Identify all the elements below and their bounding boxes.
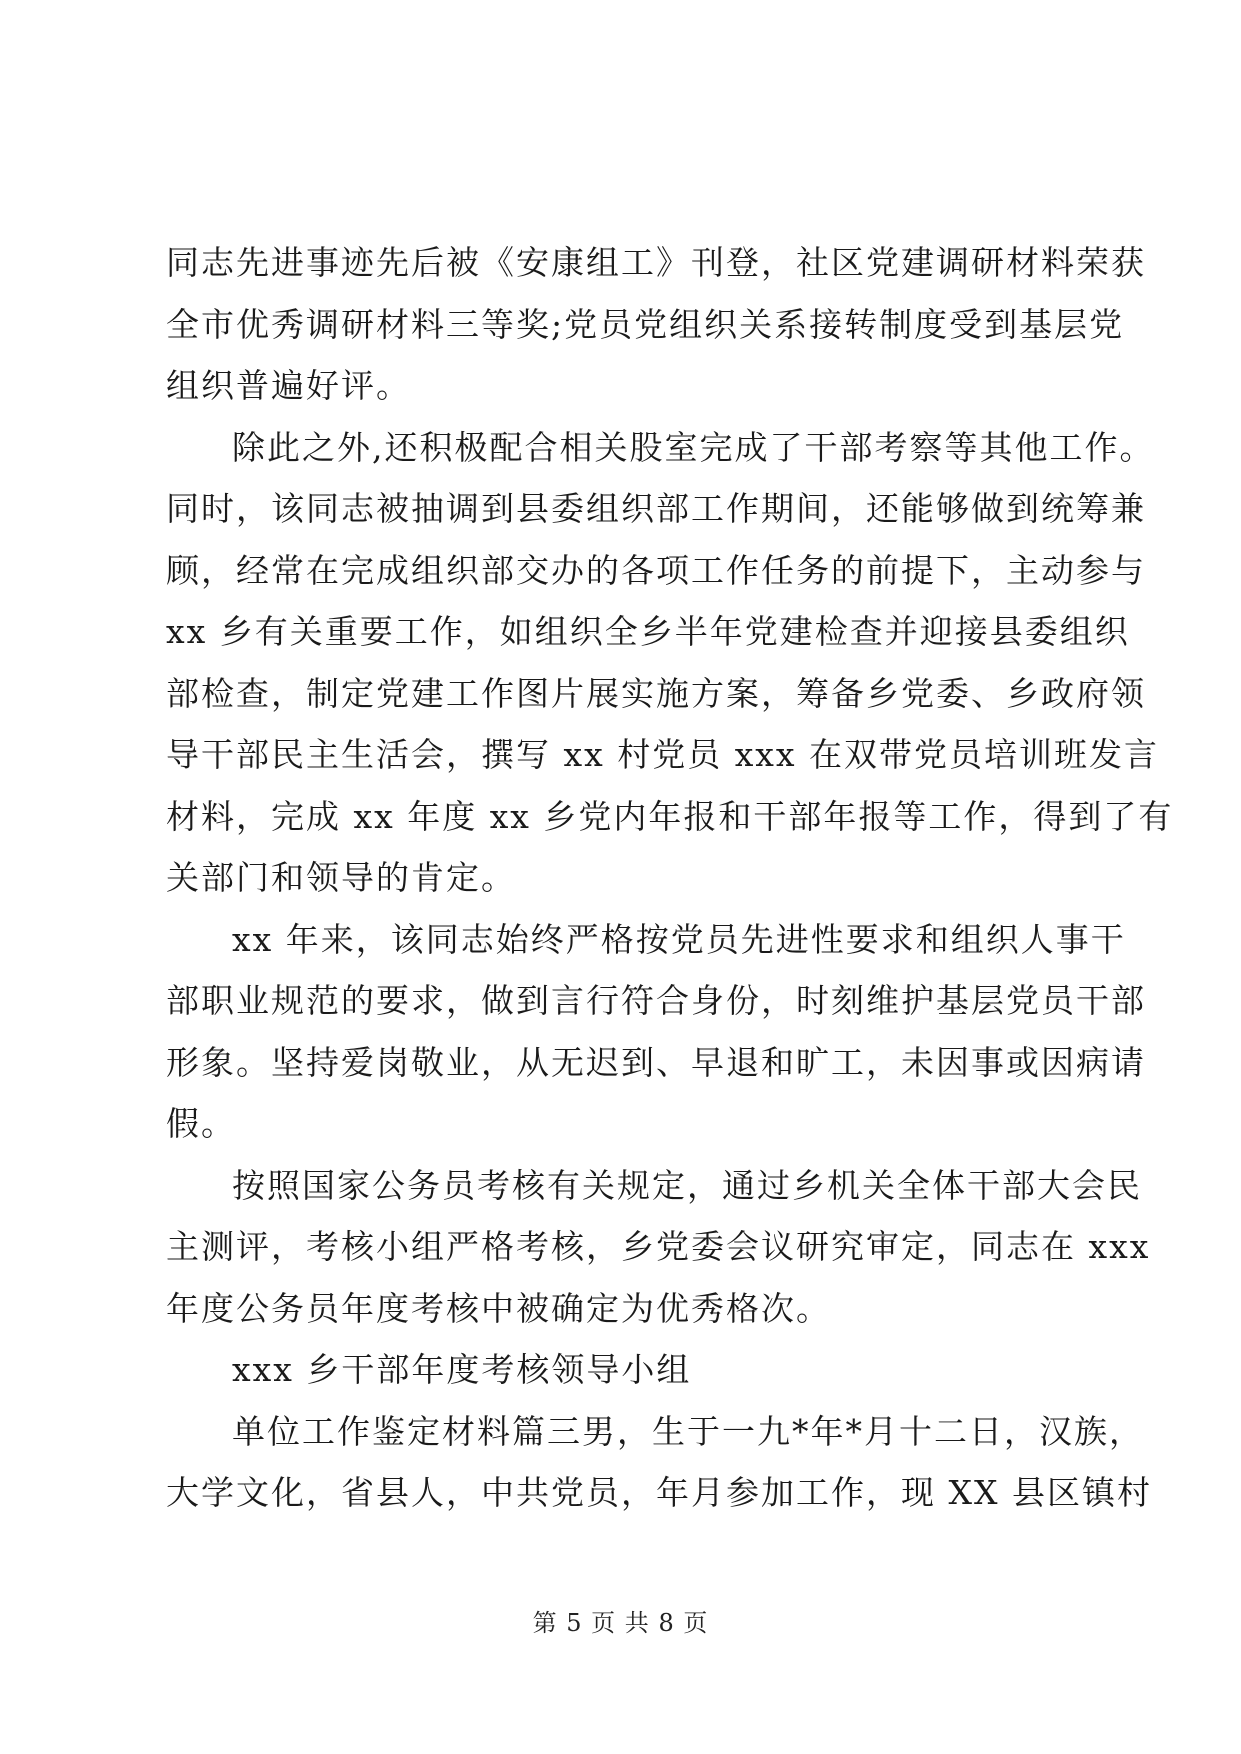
text-line: 顾，经常在完成组织部交办的各项工作任务的前提下，主动参与 (166, 550, 1146, 590)
text-line: 大学文化，省县人，中共党员，年月参加工作，现 XX 县区镇村 (166, 1473, 1152, 1512)
paragraph-start-line: 除此之外,还积极配合相关股室完成了干部考察等其他工作。 (232, 427, 1155, 467)
text-line: 部职业规范的要求，做到言行符合身份，时刻维护基层党员干部 (166, 981, 1146, 1020)
text-line: 同志先进事迹先后被《安康组工》刊登，社区党建调研材料荣获 (166, 243, 1146, 282)
text-line: 假。 (166, 1104, 236, 1143)
text-line: 年度公务员年度考核中被确定为优秀格次。 (166, 1288, 831, 1328)
page-number-footer: 第 5 页 共 8 页 (532, 1609, 709, 1637)
paragraph-start-line: 单位工作鉴定材料篇三男，生于一九*年*月十二日，汉族， (232, 1411, 1144, 1451)
text-line: 部检查，制定党建工作图片展实施方案，筹备乡党委、乡政府领 (166, 673, 1146, 713)
signature-line: xxx 乡干部年度考核领导小组 (232, 1350, 692, 1389)
text-line: 材料，完成 xx 年度 xx 乡党内年报和干部年报等工作，得到了有 (166, 796, 1174, 836)
text-line: xx 乡有关重要工作，如组织全乡半年党建检查并迎接县委组织 (166, 612, 1130, 651)
text-line: 导干部民主生活会，撰写 xx 村党员 xxx 在双带党员培训班发言 (166, 735, 1160, 774)
text-line: 主测评，考核小组严格考核，乡党委会议研究审定，同志在 xxx (166, 1227, 1151, 1266)
paragraph-start-line: xx 年来，该同志始终严格按党员先进性要求和组织人事干 (232, 919, 1126, 959)
text-line: 同时，该同志被抽调到县委组织部工作期间，还能够做到统筹兼 (166, 489, 1146, 528)
text-line: 关部门和领导的肯定。 (166, 858, 516, 897)
text-line: 组织普遍好评。 (166, 366, 411, 405)
document-body (166, 232, 1174, 1524)
text-line: 形象。坚持爱岗敬业，从无迟到、早退和旷工，未因事或因病请 (166, 1042, 1146, 1082)
paragraph-start-line: 按照国家公务员考核有关规定，通过乡机关全体干部大会民 (232, 1165, 1142, 1205)
text-line: 全市优秀调研材料三等奖;党员党组织关系接转制度受到基层党 (166, 304, 1125, 344)
